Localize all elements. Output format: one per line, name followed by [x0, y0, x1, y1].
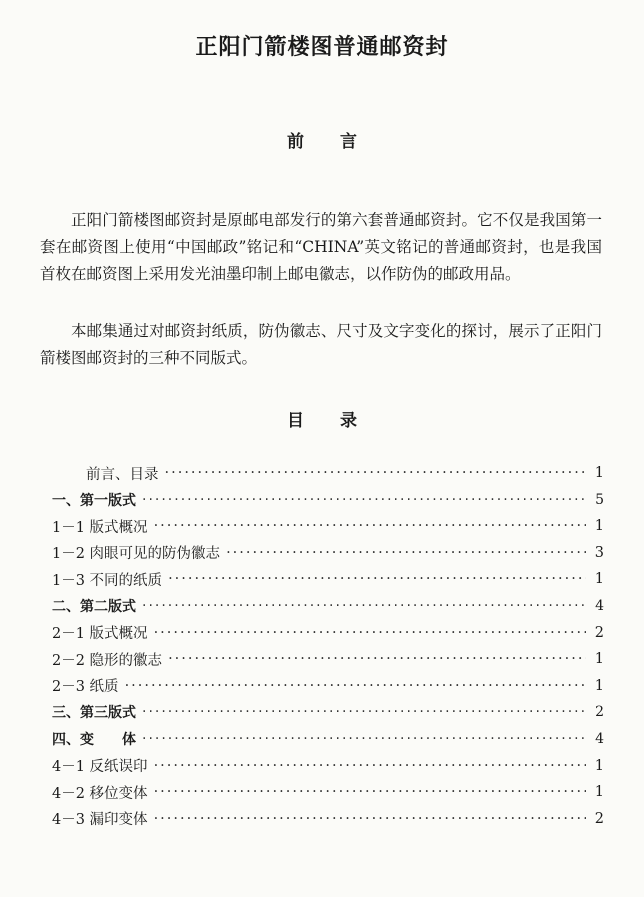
toc-leader-dots [226, 545, 586, 561]
preface-text: 本邮集通过对邮资封纸质，防伪徽志、尺寸及文字变化的探讨，展示了正阳门箭楼图邮资封的三种不同版式。 [40, 322, 602, 367]
preface-paragraph-2 [40, 318, 602, 372]
preface-heading-char: 前 [287, 132, 304, 152]
toc-entry[interactable] [52, 726, 604, 752]
toc-leader-dots [142, 731, 586, 747]
toc-entry[interactable] [52, 673, 604, 699]
toc-heading-char: 目 [287, 411, 304, 431]
preface-heading-char: 言 [340, 132, 357, 152]
toc-entry-page: 1 [594, 784, 604, 801]
toc-leader-dots [154, 518, 586, 534]
toc-leader-dots [168, 571, 586, 587]
toc-entry[interactable] [52, 593, 604, 619]
toc-leader-dots [142, 492, 586, 508]
toc-entry[interactable] [52, 513, 604, 539]
toc-leader-dots [154, 784, 586, 800]
toc-entry-page: 1 [594, 651, 604, 668]
toc-entry-label: 1－1 版式概况 [52, 519, 148, 536]
toc-entry-label: 2－2 隐形的徽志 [52, 652, 163, 669]
toc-entry-label: 2－3 纸质 [52, 679, 119, 696]
toc-entry[interactable] [52, 487, 604, 513]
toc-entry-label: 1－3 不同的纸质 [52, 572, 163, 589]
toc-leader-dots [142, 598, 586, 614]
toc-entry-page: 4 [595, 598, 604, 614]
page-title: 正阳门箭楼图普通邮资封 [195, 35, 449, 60]
toc-entry-page: 3 [594, 544, 604, 561]
toc-leader-dots [168, 651, 586, 667]
toc-entry-label: 4－3 漏印变体 [52, 812, 148, 829]
toc-entry[interactable] [52, 646, 604, 672]
toc-entry-label: 四、变 体 [52, 732, 136, 748]
toc-entry-page: 2 [594, 624, 604, 641]
toc-entry[interactable] [52, 753, 604, 779]
toc-entry-page: 1 [594, 465, 604, 481]
toc-entry-label: 4－2 移位变体 [52, 785, 148, 802]
toc-entry[interactable] [52, 699, 604, 725]
toc-entry-label: 4－1 反纸误印 [52, 759, 148, 776]
toc-heading-char: 录 [340, 411, 357, 431]
toc-entry[interactable] [52, 460, 604, 486]
toc-leader-dots [154, 625, 586, 641]
toc-leader-dots [165, 465, 587, 481]
toc-leader-dots [125, 678, 586, 694]
toc-entry-label: 一、第一版式 [52, 492, 136, 509]
preface-heading [0, 127, 644, 152]
toc-leader-dots [154, 758, 586, 774]
toc-entry-page: 1 [594, 571, 604, 588]
toc-entry-page: 2 [595, 704, 604, 721]
toc-entry-label: 1－2 肉眼可见的防伪徽志 [52, 546, 221, 563]
toc-entry[interactable] [52, 540, 604, 566]
preface-paragraph-1 [40, 207, 602, 288]
toc-entry-page: 1 [594, 518, 604, 535]
toc-entry[interactable] [52, 806, 604, 832]
toc-entry-page: 1 [594, 677, 604, 694]
preface-text: 正阳门箭楼图邮资封是原邮电部发行的第六套普通邮资封。它不仅是我国第一套在邮资图上使用“中国邮政”铭记和“CHINA”英文铭记的普通邮资封，也是我国首枚在邮资图上采用发光油墨印制上邮电徽志，以作防伪的邮政用品。 [40, 211, 602, 283]
toc-entry-page: 2 [594, 810, 604, 827]
toc-entry-label: 二、第二版式 [52, 599, 136, 615]
toc-entry[interactable] [52, 566, 604, 592]
toc-entry[interactable] [52, 779, 604, 805]
toc-entry-page: 4 [595, 731, 604, 747]
toc-entry-label: 三、第三版式 [52, 705, 136, 722]
toc-leader-dots [142, 704, 586, 720]
toc-leader-dots [154, 811, 586, 827]
toc-entry-page: 5 [595, 491, 604, 508]
toc-entry-label: 前言、目录 [86, 466, 159, 483]
toc-entry[interactable] [52, 620, 604, 646]
toc-entry-page: 1 [594, 757, 604, 774]
toc-entry-label: 2－1 版式概况 [52, 626, 148, 643]
toc-heading [0, 406, 644, 431]
